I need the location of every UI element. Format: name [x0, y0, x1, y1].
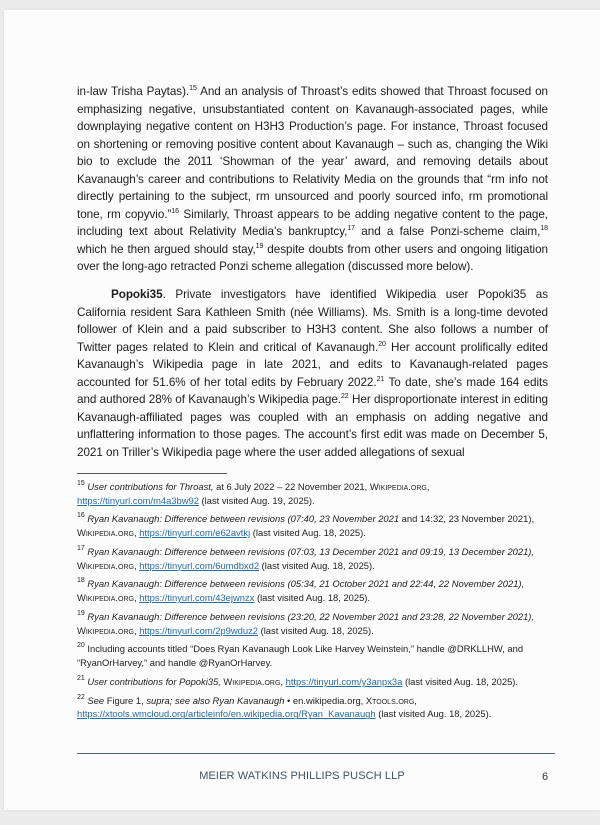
footnote-link[interactable]: https://tinyurl.com/43ejwnzx	[139, 592, 255, 604]
footnote-ref-20[interactable]: 20	[378, 340, 386, 348]
document-page	[4, 10, 600, 810]
footnote-link[interactable]: https://tinyurl.com/m4a3bw92	[77, 494, 199, 506]
footnote-ref-22[interactable]: 22	[340, 393, 349, 401]
footer-rule	[77, 753, 555, 754]
footnote-19: $^{19}$ Ryan Kavanaugh: Difference between revisions (23:20, 22 November 2021 and 23:28, 22 November 2021), Wikipedia.org, https://tinyurl.com/2p9wduz2 (last visited Aug. 18, 2025).	[77, 609, 535, 636]
footnote-20: $^{20}$ Including accounts titled “Does Ryan Kavanaugh Look Like Harvey Weinstein,” handle @DRKLLHW, and “RyanOrHarvey,” and handle @RyanOrHarvey.	[77, 642, 524, 669]
footer-firm-name: MEIER WATKINS PHILLIPS PUSCH LLP	[199, 770, 405, 782]
page-number: 6	[542, 771, 549, 783]
footnote-ref-18[interactable]: 18	[540, 225, 548, 233]
footnote-link[interactable]: https://tinyurl.com/e62avtkj	[139, 527, 251, 539]
footnote-15: $^{15}$ User contributions for Throast, at 6 July 2022 – 22 November 2021, Wikipedia.org, https://tinyurl.com/m4a3bw92 (last visited Aug. 19, 2025).	[77, 480, 430, 506]
paragraph-popoki35: Popoki35. Private investigators have identified Wikipedia user Popoki35 as California resident Sara Kathleen Smith (née Williams). Ms. Smith is a long-time devoted follower of Klein and a paid subscriber to H3H3 content. She also follows a number of Twitter pages related to Klein and critical of Kavanaugh.$^{20}$ Her account prolifically edited Kavanaugh’s Wikipedia page in late 2021, and edits to Kavanaugh-related pages accounted for 51.6% of her total edits by February 2022.21 To date, she’s made 164 edits and authored 28% of Kavanaugh’s Wikipedia page.$^{22}$ Her disproportionate interest in editing Kavanaugh-affiliated pages was coupled with an emphasis on adding negative and unflattering information to those pages. The account’s first edit was made on December 5, 2021 on Triller’s Wikipedia page where the user added allegations of sexual	[77, 288, 548, 459]
footnote-ref-19[interactable]: 19	[255, 242, 264, 250]
paragraph-throast: in-law Trisha Paytas).$^{15}$ And an analysis of Throast’s edits showed that Throast focused on emphasizing negative, unsubstantiated content on Kavanaugh-associated pages, while downplaying negative content on H3H3 Production’s page. For instance, Throast focused on shortening or removing positive content about Kavanaugh – such as, changing the Wiki bio to exclude the 2011 ‘Showman of the year’ award, and removing details about Kavanaugh’s career and contributions to Relativity Media on the grounds that “rm info not directly pertaining to the subject, rm unsourced and poorly sourced info, rm promotional tone, rm copyvio.”$^{16}$ Similarly, Throast appears to be adding negative content to the page, including text about Relativity Media’s bankruptcy,$^{17}$ and a false Ponzi-scheme claim,$^{18}$ which he then argued should stay,$^{19}$ despite doubts from other users and ongoing litigation over the long-ago retracted Ponzi scheme allegation (discussed more below).	[77, 85, 548, 274]
footnote-ref-21[interactable]: 21	[376, 375, 385, 383]
body-text	[77, 83, 548, 461]
section-heading-popoki35: Popoki35	[111, 288, 163, 302]
footnote-separator	[77, 473, 227, 474]
footnotes	[77, 480, 552, 726]
footnote-22: $^{22}$ See Figure 1, supra; see also Ryan Kavanaugh • en.wikipedia.org, Xtools.org, https://xtools.wmcloud.org/articleinfo/en.wikipedia.org/Ryan_Kavanaugh (last visited Aug. 18, 2025).	[77, 693, 492, 720]
footnote-link[interactable]: https://xtools.wmcloud.org/articleinfo/en.wikipedia.org/Ryan_Kavanaugh	[77, 708, 376, 720]
footnote-link[interactable]: https://tinyurl.com/6umdbxd2	[139, 559, 260, 571]
footnote-21: $^{21}$ User contributions for Popoki35, Wikipedia.org, https://tinyurl.com/y3anpx3a (last visited Aug. 18, 2025).	[77, 674, 519, 687]
footnote-18: $^{18}$ Ryan Kavanaugh: Difference between revisions (05:34, 21 October 2021 and 22:44, 22 November 2021), Wikipedia.org, https://tinyurl.com/43ejwnzx (last visited Aug. 18, 2025).	[77, 577, 525, 604]
footnote-ref-15[interactable]: 15	[189, 85, 197, 92]
footnote-ref-16[interactable]: 16	[171, 207, 180, 215]
footnote-17: $^{17}$ Ryan Kavanaugh: Difference between revisions (07:03, 13 December 2021 and 09:19, 13 December 2021), Wikipedia.org, https://tinyurl.com/6umdbxd2 (last visited Aug. 18, 2025).	[77, 544, 535, 571]
footnote-16: $^{16}$ Ryan Kavanaugh: Difference between revisions (07:40, 23 November 2021 and 14:32, 23 November 2021), Wikipedia.org, https://tinyurl.com/e62avtkj (last visited Aug. 18, 2025).	[77, 512, 535, 539]
footnote-link[interactable]: https://tinyurl.com/2p9wduz2	[139, 624, 258, 636]
footnote-ref-17[interactable]: 17	[347, 225, 356, 233]
footnote-link[interactable]: https://tinyurl.com/y3anpx3a	[285, 675, 403, 687]
